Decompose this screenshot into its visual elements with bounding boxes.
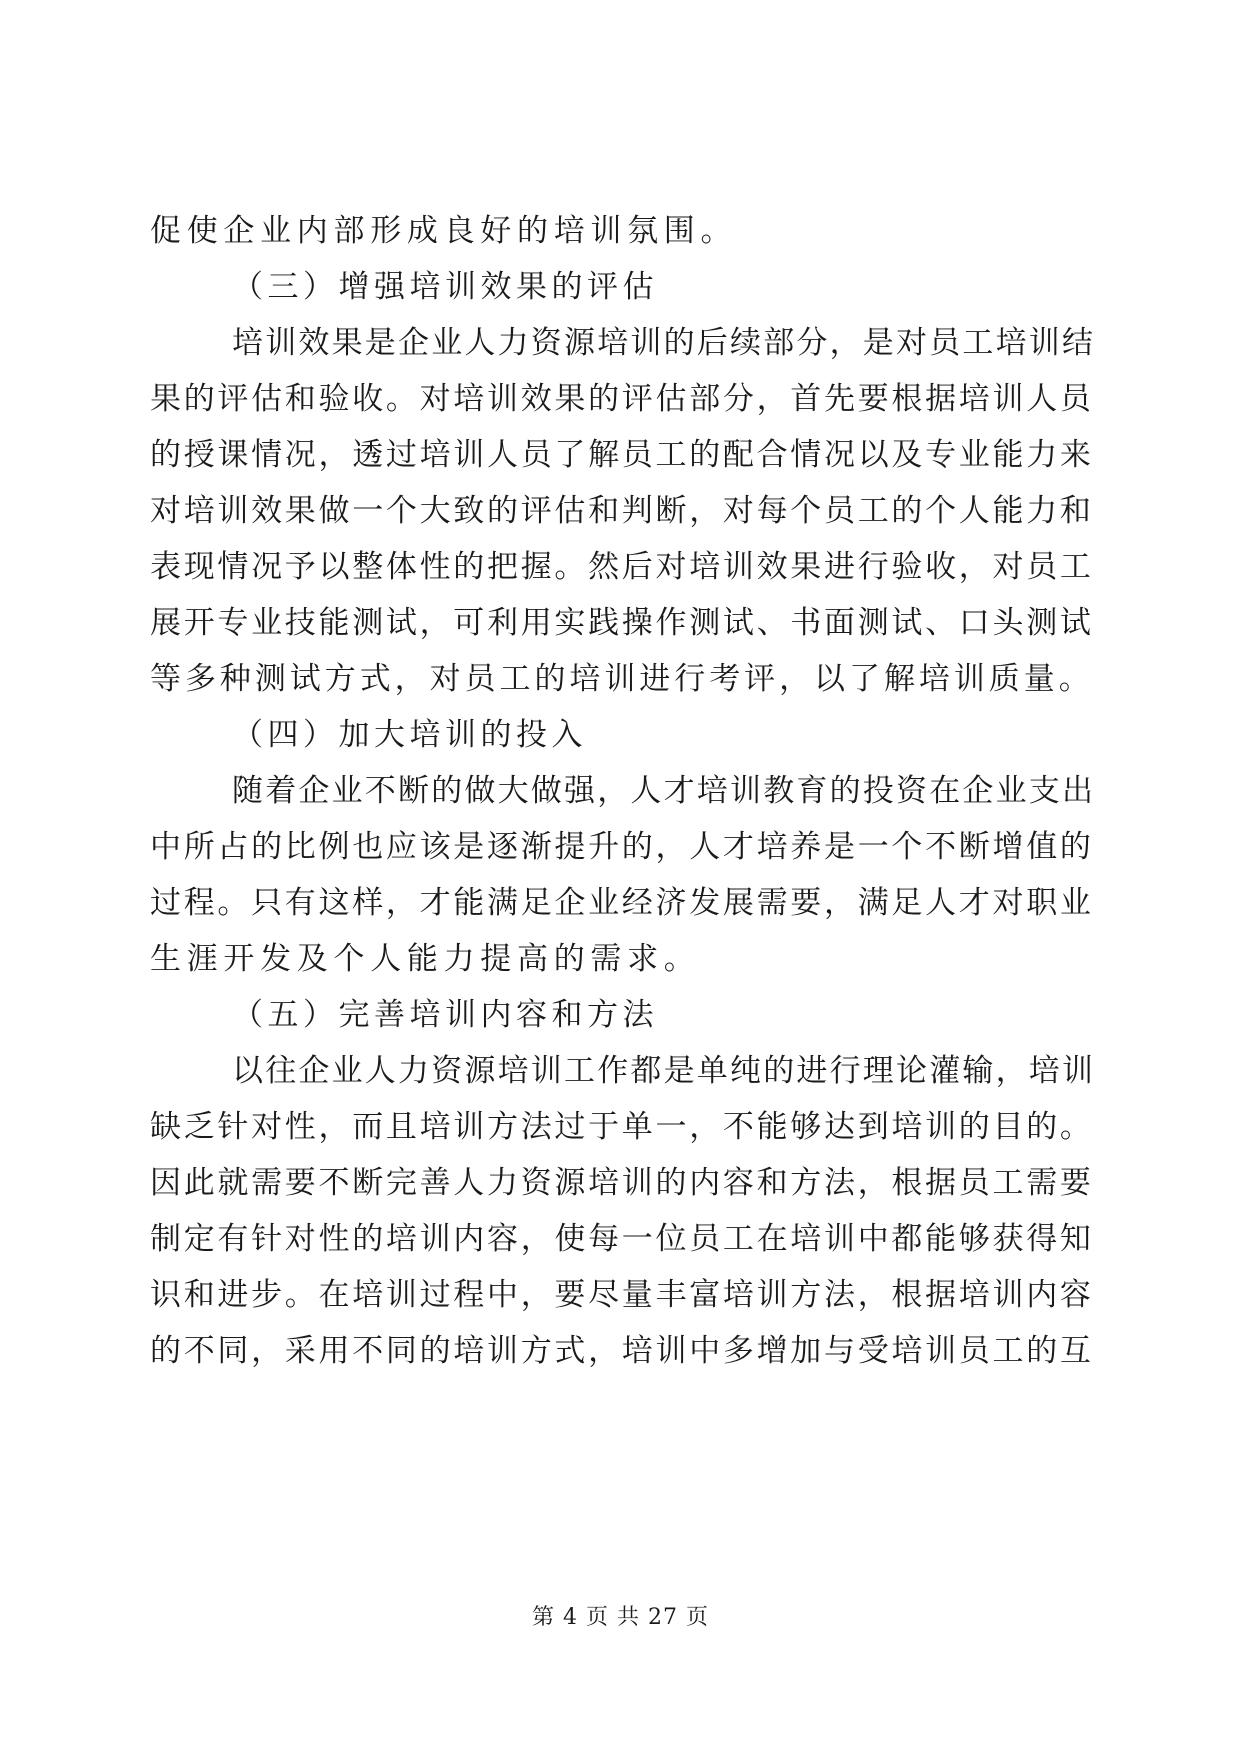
paragraph-line: 制定有针对性的培训内容，使每一位员工在培训中都能够获得知 [150, 1221, 1094, 1257]
paragraph-line: 随着企业不断的做大做强，人才培训教育的投资在企业支出 [232, 773, 1096, 809]
paragraph-line: 因此就需要不断完善人力资源培训的内容和方法，根据员工需要 [150, 1165, 1094, 1201]
paragraph-line: 培训效果是企业人力资源培训的后续部分，是对员工培训结 [232, 325, 1096, 361]
paragraph-line: 缺乏针对性，而且培训方法过于单一，不能够达到培训的目的。 [150, 1109, 1094, 1145]
paragraph-line: 展开专业技能测试，可利用实践操作测试、书面测试、口头测试 [150, 605, 1094, 641]
paragraph-line: 等多种测试方式，对员工的培训进行考评，以了解培训质量。 [150, 661, 1094, 697]
paragraph-line: 对培训效果做一个大致的评估和判断，对每个员工的个人能力和 [150, 493, 1094, 529]
paragraph-line: 促使企业内部形成良好的培训氛围。 [150, 213, 738, 249]
paragraph-line: 识和进步。在培训过程中，要尽量丰富培训方法，根据培训内容 [150, 1277, 1094, 1313]
paragraph-line: 中所占的比例也应该是逐渐提升的，人才培养是一个不断增值的 [150, 829, 1094, 865]
section-heading: （四）加大培训的投入 [232, 717, 587, 753]
paragraph-line: 的授课情况，透过培训人员了解员工的配合情况以及专业能力来 [150, 437, 1094, 473]
paragraph-line: 生涯开发及个人能力提高的需求。 [150, 941, 701, 977]
section-heading: （三）增强培训效果的评估 [232, 269, 658, 305]
paragraph-line: 以往企业人力资源培训工作都是单纯的进行理论灌输，培训 [232, 1053, 1096, 1089]
paragraph-line: 的不同，采用不同的培训方式，培训中多增加与受培训员工的互 [150, 1333, 1094, 1369]
paragraph-line: 过程。只有这样，才能满足企业经济发展需要，满足人才对职业 [150, 885, 1094, 921]
paragraph-line: 表现情况予以整体性的把握。然后对培训效果进行验收，对员工 [150, 549, 1094, 585]
paragraph-line: 果的评估和验收。对培训效果的评估部分，首先要根据培训人员 [150, 381, 1094, 417]
page-number-footer: 第 4 页 共 27 页 [532, 1605, 709, 1630]
section-heading: （五）完善培训内容和方法 [232, 997, 658, 1033]
